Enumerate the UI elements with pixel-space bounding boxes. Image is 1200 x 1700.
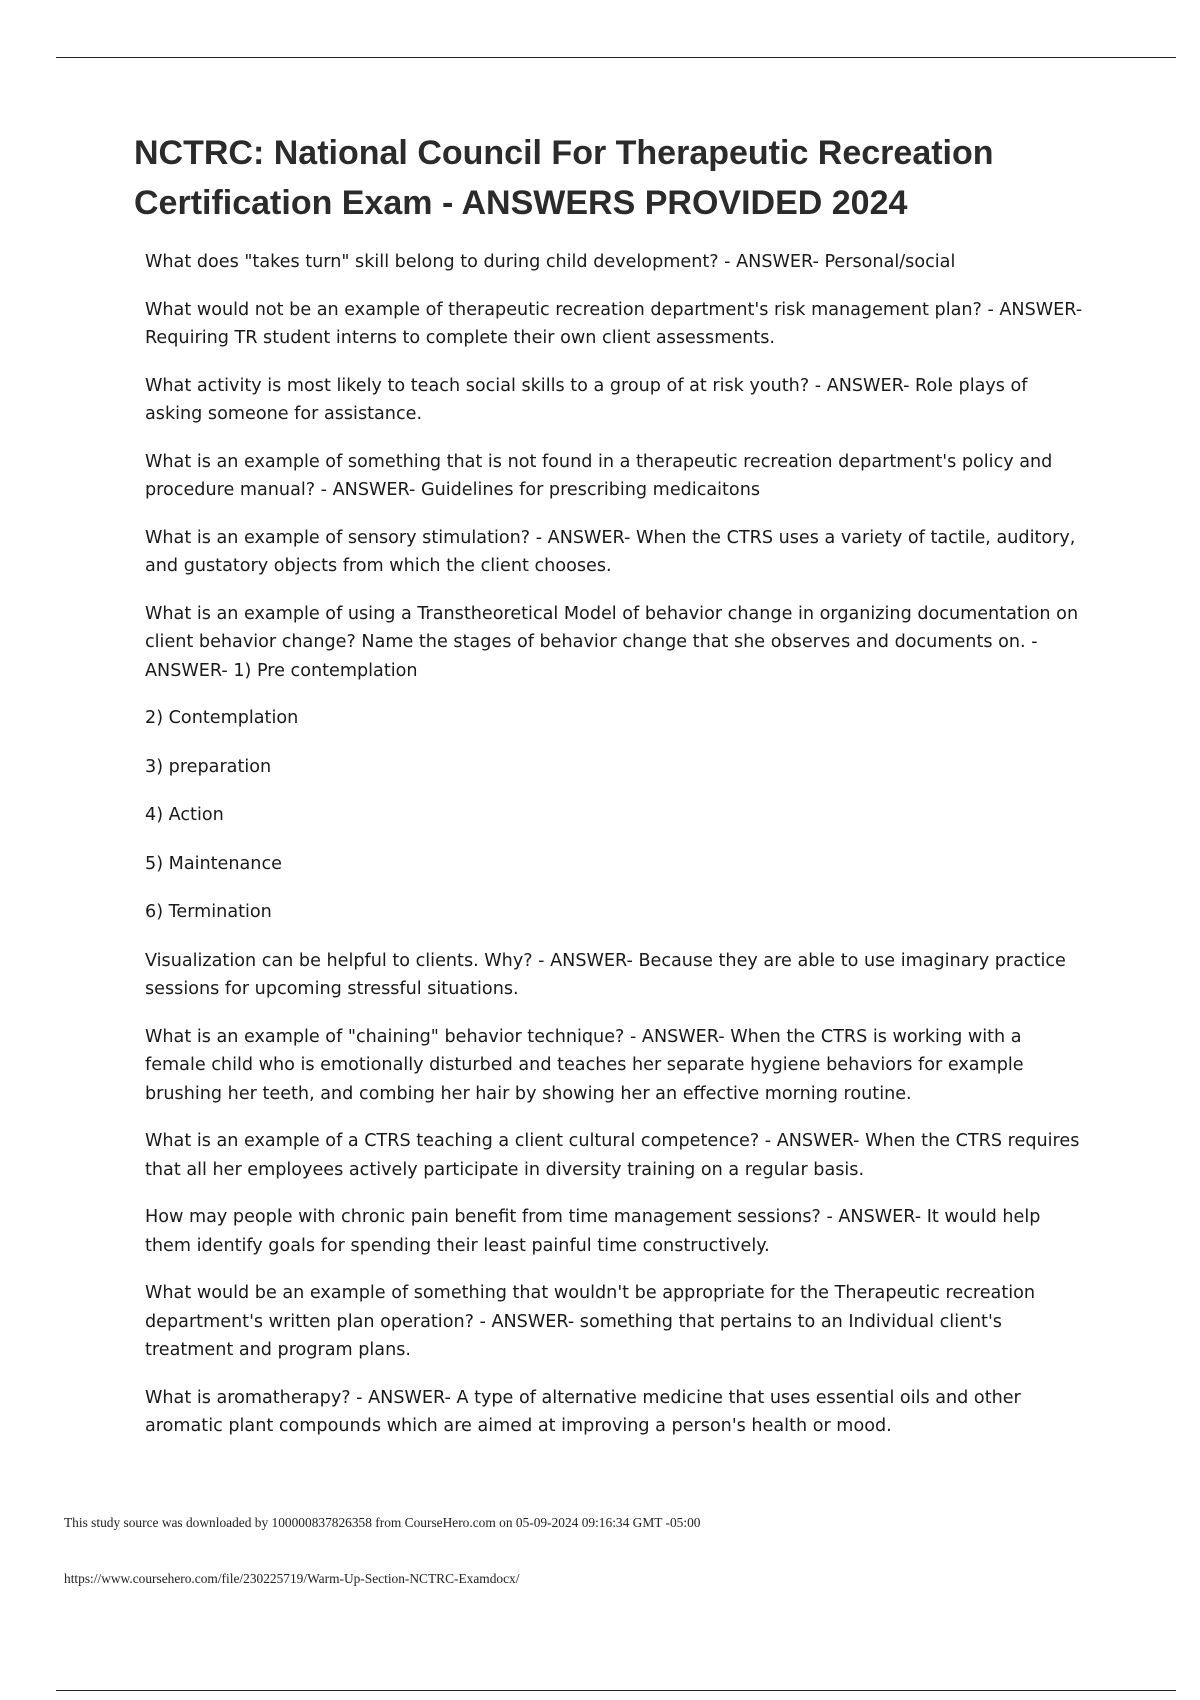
- stage-item: 3) preparation: [145, 756, 272, 777]
- qa-list: [145, 248, 1085, 1460]
- qa-entry: What is an example of a CTRS teaching a client cultural competence? - ANSWER- When the CTRS requires that all her employees actively participate in diversity training on a regular basis.: [145, 1131, 1080, 1180]
- stage-item: 5) Maintenance: [145, 853, 282, 874]
- stage-item: 6) Termination: [145, 902, 272, 922]
- stage-item: 2) Contemplation: [145, 708, 299, 728]
- qa-entry: What is aromatherapy? - ANSWER- A type of alternative medicine that uses essential oils and other aromatic plant compounds which are aimed at improving a person's health or mood.: [145, 1387, 1021, 1436]
- qa-entry: What is an example of using a Transtheoretical Model of behavior change in organizing documentation on client behavior change? Name the stages of behavior change that she observes and documents on. - ANSWER- 1) Pre contemplation: [145, 603, 1079, 681]
- stage-item: 4) Action: [145, 805, 224, 825]
- qa-entry: What does "takes turn" skill belong to during child development? - ANSWER- Personal/social: [145, 252, 956, 272]
- qa-entry: How may people with chronic pain benefit from time management sessions? - ANSWER- It would help them identify goals for spending their least painful time constructively.: [145, 1207, 1041, 1256]
- download-source-note: This study source was downloaded by 100000837826358 from CourseHero.com on 05-09-2024 09:16:34 GMT -05:00: [64, 1515, 701, 1530]
- qa-entry: What would be an example of something that wouldn't be appropriate for the Therapeutic recreation department's written plan operation? - ANSWER- something that pertains to an Individual client's treatment and program plans.: [145, 1283, 1036, 1360]
- source-url[interactable]: https://www.coursehero.com/file/230225719/Warm-Up-Section-NCTRC-Examdocx/: [64, 1571, 520, 1586]
- qa-entry: What is an example of sensory stimulation? - ANSWER- When the CTRS uses a variety of tactile, auditory, and gustatory objects from which the client chooses.: [145, 527, 1076, 576]
- qa-entry: What is an example of something that is not found in a therapeutic recreation department's policy and procedure manual? - ANSWER- Guidelines for prescribing medicaitons: [145, 451, 1053, 500]
- qa-entry: Visualization can be helpful to clients. Why? - ANSWER- Because they are able to use imaginary practice sessions for upcoming stressful situations.: [145, 950, 1066, 999]
- bottom-rule: [56, 1690, 1176, 1691]
- qa-entry: What is an example of "chaining" behavior technique? - ANSWER- When the CTRS is working with a female child who is emotionally disturbed and teaches her separate hygiene behaviors for example brushing her teeth, and combing her hair by showing her an effective morning routine.: [145, 1026, 1024, 1104]
- qa-entry: What activity is most likely to teach social skills to a group of at risk youth? - ANSWER- Role plays of asking someone for assistance.: [145, 375, 1028, 424]
- document-title: NCTRC: National Council For Therapeutic Recreation Certification Exam - ANSWERS PROVIDED 2024: [134, 134, 994, 222]
- top-rule: [56, 57, 1176, 58]
- qa-entry: What would not be an example of therapeutic recreation department's risk management plan? - ANSWER- Requiring TR student interns to complete their own client assessments.: [145, 299, 1083, 348]
